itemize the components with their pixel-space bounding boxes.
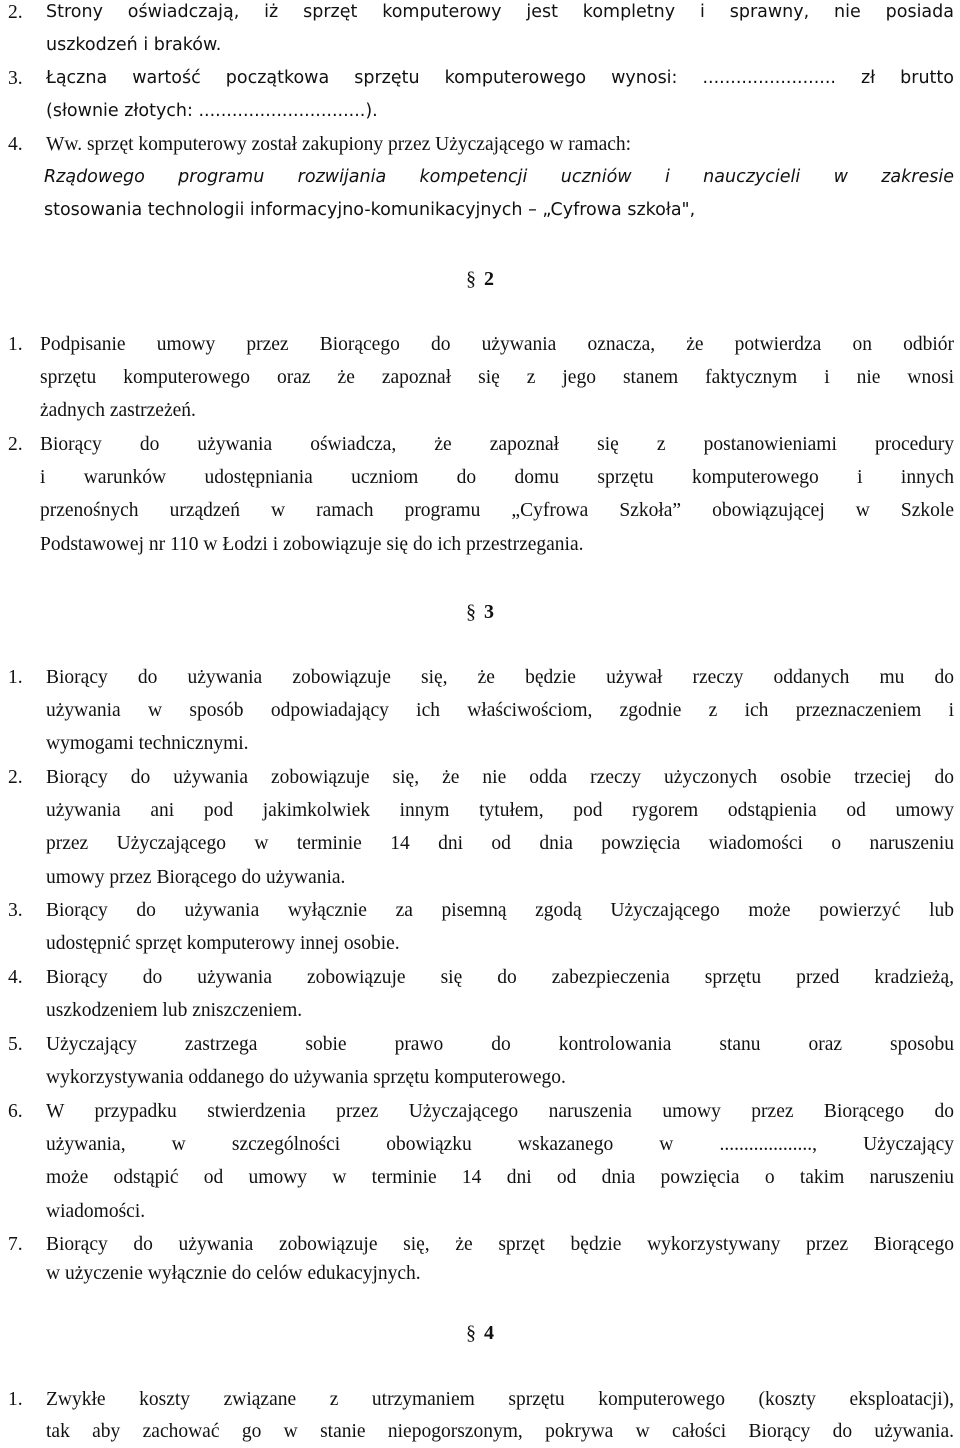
section-number: 3 <box>484 601 494 623</box>
line-text: tak aby zachować go w stanie niepogorszonym, pokrywa w całości Biorący do używania. <box>46 1421 954 1442</box>
line-text: używania, w szczególności obowiązku wskazanego w ..................., Użyczający <box>46 1134 954 1155</box>
line-text: udostępnić sprzęt komputerowy innej osobie. <box>46 933 400 954</box>
item-number: 4. <box>8 134 23 155</box>
line-text: Podstawowej nr 110 w Łodzi i zobowiązuje się do ich przestrzegania. <box>40 534 584 555</box>
line-text: Ww. sprzęt komputerowy został zakupiony przez Użyczającego w ramach: <box>46 134 632 155</box>
paragraph-line <box>0 0 960 29</box>
item-number: 2. <box>8 434 23 455</box>
line-text: (słownie złotych: ..............................). <box>46 101 378 121</box>
section-heading <box>0 1317 960 1350</box>
line-text: sprzętu komputerowego oraz że zapoznał się z jego stanem faktycznym i nie wnosi <box>40 367 954 388</box>
line-text: Łączna wartość początkowa sprzętu komputerowego wynosi: ........................ zł brutto <box>46 68 954 88</box>
paragraph-line <box>0 361 960 394</box>
line-text: przez Użyczającego w terminie 14 dni od dnia powzięcia wiadomości o naruszeniu <box>46 833 954 854</box>
line-text: Zwykłe koszty związane z utrzymaniem sprzętu komputerowego (koszty eksploatacji), <box>46 1389 954 1410</box>
paragraph-sign: § <box>466 268 476 290</box>
section-heading <box>0 263 960 296</box>
paragraph-line <box>0 1383 960 1416</box>
paragraph-line <box>0 1128 960 1161</box>
paragraph-line <box>0 494 960 527</box>
line-text: w użyczenie wyłącznie do celów edukacyjnych. <box>46 1263 421 1284</box>
line-text: wykorzystywania oddanego do używania sprzętu komputerowego. <box>46 1067 566 1088</box>
line-text: wymogami technicznymi. <box>46 733 249 754</box>
paragraph-line <box>0 894 960 927</box>
paragraph-sign: § <box>466 1322 476 1344</box>
paragraph-line <box>0 794 960 827</box>
paragraph-line <box>0 827 960 860</box>
paragraph-sign: § <box>466 601 476 623</box>
paragraph-line <box>0 727 960 760</box>
line-text: Rządowego programu rozwijania kompetencji uczniów i nauczycieli w zakresie <box>44 167 954 187</box>
line-text: Biorący do używania wyłącznie za pisemną zgodą Użyczającego może powierzyć lub <box>46 900 954 921</box>
paragraph-line <box>0 29 960 62</box>
paragraph-line <box>0 1028 960 1061</box>
item-number: 3. <box>8 900 23 921</box>
item-number: 4. <box>8 967 23 988</box>
item-number: 3. <box>8 68 23 89</box>
item-number: 2. <box>8 767 23 788</box>
paragraph-line <box>0 927 960 960</box>
paragraph-line <box>0 761 960 794</box>
paragraph-line <box>0 661 960 694</box>
paragraph-line <box>0 394 960 427</box>
line-text: używania w sposób odpowiadający ich właściwościom, zgodnie z ich przeznaczeniem i <box>46 700 954 721</box>
item-number: 1. <box>8 1389 23 1410</box>
line-text: uszkodzeń i braków. <box>46 35 222 55</box>
section-number: 4 <box>484 1322 494 1344</box>
line-text: żadnych zastrzeżeń. <box>40 400 196 421</box>
paragraph-line <box>0 428 960 461</box>
item-number: 1. <box>8 667 23 688</box>
line-text: Biorący do używania zobowiązuje się, że nie odda rzeczy użyczonych osobie trzeciej do <box>46 767 954 788</box>
line-text: umowy przez Biorącego do używania. <box>46 867 346 888</box>
paragraph-line <box>0 861 960 894</box>
line-text: używania ani pod jakimkolwiek innym tytułem, pod rygorem odstąpienia od umowy <box>46 800 954 821</box>
line-text: przenośnych urządzeń w ramach programu „Cyfrowa Szkoła” obowiązującej w Szkole <box>40 500 954 521</box>
paragraph-line <box>0 694 960 727</box>
line-text: stosowania technologii informacyjno-komunikacyjnych – „Cyfrowa szkoła", <box>44 200 696 220</box>
paragraph-line <box>0 961 960 994</box>
line-text: Podpisanie umowy przez Biorącego do używania oznacza, że potwierdza on odbiór <box>40 334 954 355</box>
paragraph-line <box>0 128 960 161</box>
paragraph-line <box>0 461 960 494</box>
item-number: 1. <box>8 334 23 355</box>
line-text: może odstąpić od umowy w terminie 14 dni od dnia powzięcia o takim naruszeniu <box>46 1167 954 1188</box>
line-text: uszkodzeniem lub zniszczeniem. <box>46 1000 303 1021</box>
line-text: Strony oświadczają, iż sprzęt komputerowy jest kompletny i sprawny, nie posiada <box>46 2 954 22</box>
line-text: Użyczający zastrzega sobie prawo do kontrolowania stanu oraz sposobu <box>46 1034 954 1055</box>
line-text: Biorący do używania zobowiązuje się, że sprzęt będzie wykorzystywany przez Biorącego <box>46 1234 954 1255</box>
paragraph-line <box>0 1061 960 1094</box>
line-text: i warunków udostępniania uczniom do domu sprzętu komputerowego i innych <box>40 467 954 488</box>
paragraph-line <box>0 1257 960 1290</box>
paragraph-line <box>0 194 960 227</box>
section-number: 2 <box>484 268 494 290</box>
paragraph-line <box>0 95 960 128</box>
line-text: wiadomości. <box>46 1201 146 1222</box>
paragraph-line <box>0 994 960 1027</box>
item-number: 6. <box>8 1101 23 1122</box>
line-text: Biorący do używania oświadcza, że zapoznał się z postanowieniami procedury <box>40 434 954 455</box>
line-text: Biorący do używania zobowiązuje się, że będzie używał rzeczy oddanych mu do <box>46 667 954 688</box>
item-number: 5. <box>8 1034 23 1055</box>
paragraph-line <box>0 1415 960 1448</box>
paragraph-line <box>0 328 960 361</box>
item-number: 7. <box>8 1234 23 1255</box>
paragraph-line <box>0 1161 960 1194</box>
item-number: 2. <box>8 2 23 23</box>
paragraph-line <box>0 1195 960 1228</box>
paragraph-line <box>0 1095 960 1128</box>
paragraph-line <box>0 528 960 561</box>
line-text: Biorący do używania zobowiązuje się do zabezpieczenia sprzętu przed kradzieżą, <box>46 967 954 988</box>
section-heading <box>0 596 960 629</box>
paragraph-line <box>0 62 960 95</box>
line-text: W przypadku stwierdzenia przez Użyczającego naruszenia umowy przez Biorącego do <box>46 1101 954 1122</box>
paragraph-line <box>0 161 960 194</box>
